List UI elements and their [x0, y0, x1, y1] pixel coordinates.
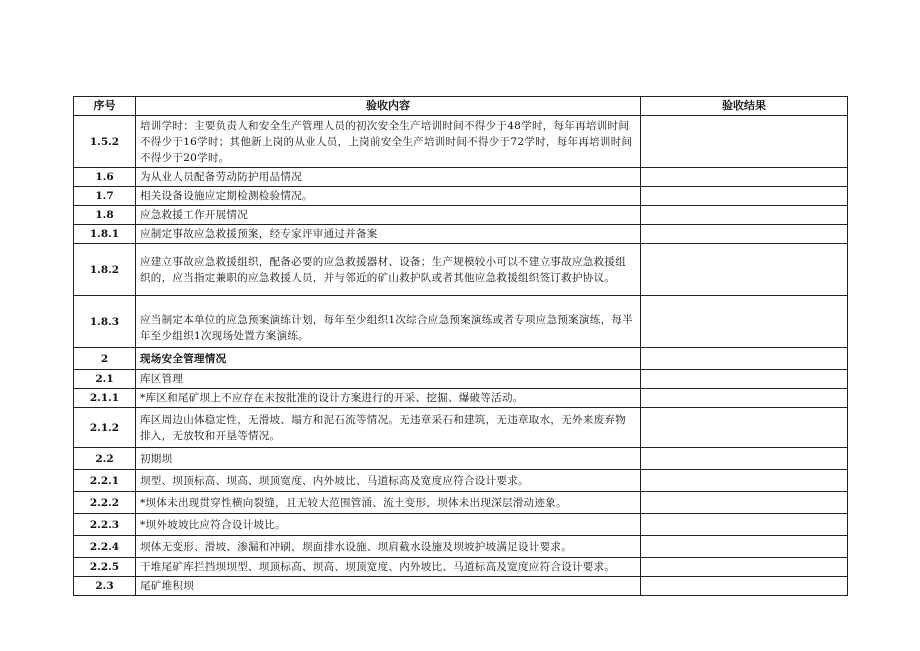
row-seq: 1.8.2	[74, 244, 136, 296]
table-row	[74, 370, 848, 389]
row-seq: 2.2.4	[74, 536, 136, 558]
table-row	[74, 577, 848, 596]
header-seq: 序号	[74, 97, 136, 116]
row-seq: 2.1	[74, 370, 136, 389]
row-content: 相关设备设施应定期检测检验情况。	[136, 187, 641, 206]
row-seq: 2.1.2	[74, 408, 136, 448]
table-row	[74, 116, 848, 168]
table-row	[74, 187, 848, 206]
row-content: 应当制定本单位的应急预案演练计划，每年至少组织1次综合应急预案演练或者专项应急预案演练，每半年至少组织1次现场处置方案演练。	[136, 296, 641, 348]
table-row	[74, 348, 848, 370]
header-content: 验收内容	[136, 97, 641, 116]
row-result[interactable]	[641, 168, 848, 187]
row-result[interactable]	[641, 225, 848, 244]
table-row	[74, 408, 848, 448]
row-result[interactable]	[641, 408, 848, 448]
table-row	[74, 206, 848, 225]
row-content: *坝外坡坡比应符合设计坡比。	[136, 514, 641, 536]
row-content: 现场安全管理情况	[136, 348, 641, 370]
row-content: 为从业人员配备劳动防护用品情况	[136, 168, 641, 187]
table-header-row	[74, 97, 848, 116]
row-result[interactable]	[641, 536, 848, 558]
row-content: 应建立事故应急救援组织，配备必要的应急救援器材、设备；生产规模较小可以不建立事故应急救援组织的，应当指定兼职的应急救援人员，并与邻近的矿山救护队或者其他应急救援组织签订救护协议。	[136, 244, 641, 296]
row-content: *库区和尾矿坝上不应存在未按批准的设计方案进行的开采、挖掘、爆破等活动。	[136, 389, 641, 408]
row-content: 坝型、坝顶标高、坝高、坝顶宽度、内外坡比、马道标高及宽度应符合设计要求。	[136, 470, 641, 492]
table-row	[74, 470, 848, 492]
table-row	[74, 389, 848, 408]
row-content: 尾矿堆积坝	[136, 577, 641, 596]
row-content: 初期坝	[136, 448, 641, 470]
row-seq: 2.2.5	[74, 558, 136, 577]
row-seq: 2.2	[74, 448, 136, 470]
row-content: 干堆尾矿库拦挡坝坝型、坝顶标高、坝高、坝顶宽度、内外坡比、马道标高及宽度应符合设计要求。	[136, 558, 641, 577]
row-seq: 1.5.2	[74, 116, 136, 168]
row-seq: 1.8.3	[74, 296, 136, 348]
acceptance-table	[73, 96, 848, 596]
row-seq: 1.7	[74, 187, 136, 206]
row-seq: 2.1.1	[74, 389, 136, 408]
row-result[interactable]	[641, 206, 848, 225]
row-content: 库区周边山体稳定性，无滑坡、塌方和泥石流等情况。无违章采石和建筑，无违章取水，无外来废弃物排入，无放牧和开垦等情况。	[136, 408, 641, 448]
table-row	[74, 536, 848, 558]
row-seq: 2	[74, 348, 136, 370]
row-result[interactable]	[641, 370, 848, 389]
table-row	[74, 244, 848, 296]
row-content: 应制定事故应急救援预案，经专家评审通过并备案	[136, 225, 641, 244]
row-seq: 2.2.1	[74, 470, 136, 492]
row-result[interactable]	[641, 514, 848, 536]
row-seq: 2.2.3	[74, 514, 136, 536]
row-content: 库区管理	[136, 370, 641, 389]
table-row	[74, 448, 848, 470]
row-seq: 1.8	[74, 206, 136, 225]
table-row	[74, 558, 848, 577]
row-result[interactable]	[641, 244, 848, 296]
row-result[interactable]	[641, 116, 848, 168]
row-content: *坝体未出现贯穿性横向裂缝，且无较大范围管涌、流土变形，坝体未出现深层滑动迹象。	[136, 492, 641, 514]
row-seq: 1.8.1	[74, 225, 136, 244]
row-seq: 2.2.2	[74, 492, 136, 514]
table-row	[74, 168, 848, 187]
row-result[interactable]	[641, 448, 848, 470]
row-result[interactable]	[641, 348, 848, 370]
row-result[interactable]	[641, 389, 848, 408]
row-result[interactable]	[641, 492, 848, 514]
row-result[interactable]	[641, 577, 848, 596]
table-row	[74, 296, 848, 348]
row-seq: 1.6	[74, 168, 136, 187]
row-content: 培训学时：主要负责人和安全生产管理人员的初次安全生产培训时间不得少于48学时，每年再培训时间不得少于16学时；其他新上岗的从业人员，上岗前安全生产培训时间不得少于72学时，每年再培训时间不得少于20学时。	[136, 116, 641, 168]
row-seq: 2.3	[74, 577, 136, 596]
row-result[interactable]	[641, 558, 848, 577]
row-result[interactable]	[641, 296, 848, 348]
table-row	[74, 514, 848, 536]
row-result[interactable]	[641, 187, 848, 206]
row-content: 应急救援工作开展情况	[136, 206, 641, 225]
table-row	[74, 492, 848, 514]
row-content: 坝体无变形、滑坡、渗漏和冲刷，坝面排水设施、坝肩截水设施及坝坡护坡满足设计要求。	[136, 536, 641, 558]
header-result: 验收结果	[641, 97, 848, 116]
table-row	[74, 225, 848, 244]
row-result[interactable]	[641, 470, 848, 492]
